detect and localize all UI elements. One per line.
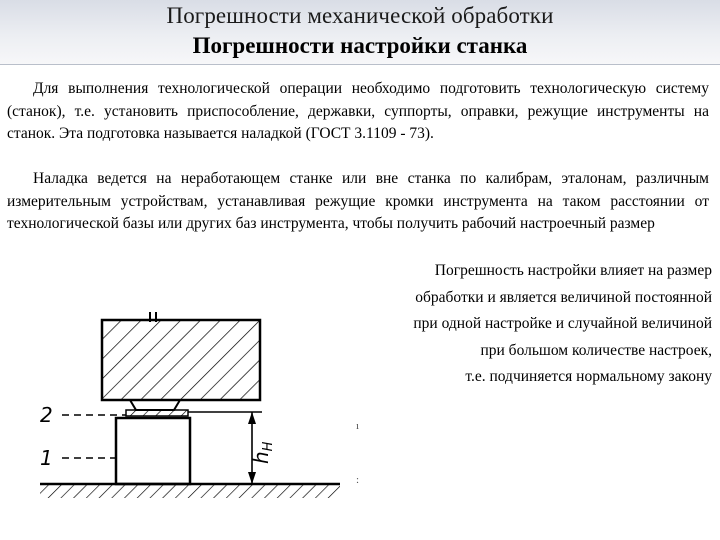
stray-mark: : <box>356 474 360 486</box>
slide-supertitle: Погрешности механической обработки <box>166 3 554 28</box>
dimension-arrow-top <box>248 412 256 424</box>
paragraph-adjustment: Наладка ведется на неработающем станке или вне станка по калибрам, эталонам, различным измерительным устройствам, устанавливая режущие кромки инструмента на таком расстоянии от технологической базы или других баз инструмента, чтобы получить рабочий настроечный размер <box>7 170 709 232</box>
side-note-line: Погрешность настройки влияет на размер <box>434 262 712 279</box>
slide-header <box>0 0 720 65</box>
gauge-plate <box>126 410 188 416</box>
cutting-edge <box>130 400 180 410</box>
slide-title: Погрешности настройки станка <box>192 33 528 58</box>
dimension-arrow-bottom <box>248 472 256 484</box>
base-block <box>116 418 190 484</box>
label-h-letter: h <box>249 451 273 464</box>
label-h <box>249 441 276 464</box>
ground-hatch <box>40 484 340 498</box>
setup-diagram <box>30 312 350 534</box>
label-h-subscript: Н <box>261 441 276 452</box>
side-note-line: обработки и является величиной постоянной <box>415 288 712 306</box>
side-note-line: при одной настройке и случайной величиной <box>413 315 712 332</box>
label-2: 2 <box>40 403 53 427</box>
paragraph-setup: Для выполнения технологической операции необходимо подготовить технологическую систему (станок), т.е. установить приспособление, державки, суппорты, оправки, режущие инструменты на станок. Эта подготовка называется наладкой (ГОСТ 3.1109 - 73). <box>7 80 709 142</box>
stray-mark: ı <box>356 420 360 432</box>
side-note <box>312 258 712 391</box>
side-note-line: т.е. подчиняется нормальному закону <box>465 368 712 385</box>
tool-holder <box>102 320 260 400</box>
label-1: 1 <box>40 446 53 470</box>
side-note-line: при большом количестве настроек, <box>480 341 712 359</box>
